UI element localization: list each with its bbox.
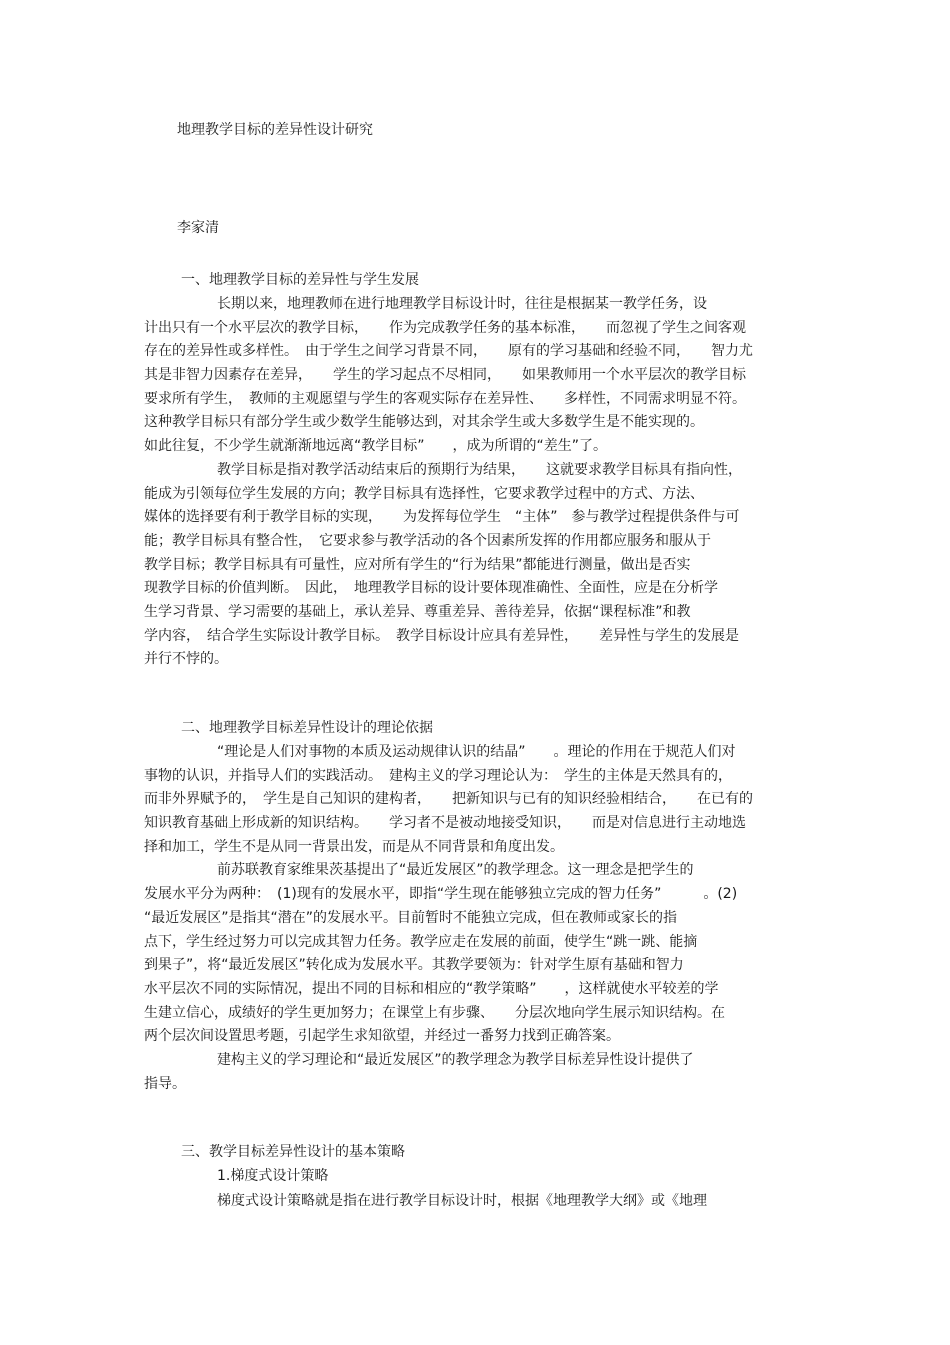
subsection-heading: 1.梯度式设计策略 xyxy=(217,1168,329,1184)
paragraph-line: 水平层次不同的实际情况，提出不同的目标和相应的“教学策略” ，这样就使水平较差的学 xyxy=(144,980,719,997)
paragraph-line: 择和加工，学生不是从同一背景出发，而是从不同背景和角度出发。 xyxy=(144,838,564,855)
document-title: 地理教学目标的差异性设计研究 xyxy=(177,122,373,138)
paragraph-line: 教学目标是指对教学活动结束后的预期行为结果， 这就要求教学目标具有指向性， xyxy=(217,461,742,478)
section-heading: 三、教学目标差异性设计的基本策略 xyxy=(181,1144,405,1160)
section-1 xyxy=(144,270,821,672)
paragraph-line: 到果子”，将“最近发展区”转化成为发展水平。其教学要领为：针对学生原有基础和智力 xyxy=(144,957,684,974)
paragraph-line: 发展水平分为两种： (1)现有的发展水平，即指“学生现在能够独立完成的智力任务” 。(2) xyxy=(144,886,738,903)
author-name: 李家清 xyxy=(177,220,219,236)
paragraph-line: 存在的差异性或多样性。 由于学生之间学习背景不同， 原有的学习基础和经验不同， 智力尤 xyxy=(144,343,753,360)
paragraph-line: 前苏联教育家维果茨基提出了“最近发展区”的教学理念。这一理念是把学生的 xyxy=(217,862,694,879)
paragraph-line: 并行不悖的。 xyxy=(144,651,228,668)
paragraph-line: 生学习背景、学习需要的基础上，承认差异、尊重差异、善待差异，依据“课程标准”和教 xyxy=(144,603,691,620)
section-3 xyxy=(181,1142,821,1214)
paragraph-line: 点下，学生经过努力可以完成其智力任务。教学应走在发展的前面，使学生“跳一跳、能摘 xyxy=(144,933,698,950)
paragraph-line: 这种教学目标只有部分学生或少数学生能够达到，对其余学生或大多数学生是不能实现的。 xyxy=(144,414,704,431)
section-heading: 一、地理教学目标的差异性与学生发展 xyxy=(181,272,419,288)
paragraph-line: 要求所有学生， 教师的主观愿望与学生的客观实际存在差异性、 多样性，不同需求明显不符。 xyxy=(144,390,746,407)
paragraph-line: 事物的认识，并指导人们的实践活动。 建构主义的学习理论认为： 学生的主体是天然具有的， xyxy=(144,767,732,784)
paragraph-line: 生建立信心，成绩好的学生更加努力；在课堂上有步骤、 分层次地向学生展示知识结构。在 xyxy=(144,1004,725,1021)
paragraph-line: 梯度式设计策略就是指在进行教学目标设计时，根据《地理教学大纲》或《地理 xyxy=(217,1193,707,1209)
paragraph-line: 能成为引领每位学生发展的方向；教学目标具有选择性，它要求教学过程中的方式、方法、 xyxy=(144,485,704,502)
paragraph-line: 两个层次间设置思考题，引起学生求知欲望，并经过一番努力找到正确答案。 xyxy=(144,1028,620,1045)
section-2 xyxy=(144,718,821,1096)
paragraph-line: 知识教育基础上形成新的知识结构。 学习者不是被动地接受知识， 而是对信息进行主动地选 xyxy=(144,815,746,832)
paragraph-line: 其是非智力因素存在差异， 学生的学习起点不尽相同， 如果教师用一个水平层次的教学目标 xyxy=(144,367,746,384)
paragraph-line: 指导。 xyxy=(144,1075,186,1092)
paragraph-line: 学内容， 结合学生实际设计教学目标。 教学目标设计应具有差异性， 差异性与学生的发展是 xyxy=(144,627,739,644)
paragraph-line: “理论是人们对事物的本质及运动规律认识的结晶” 。理论的作用在于规范人们对 xyxy=(217,744,736,760)
paragraph-line: 媒体的选择要有利于教学目标的实现， 为发挥每位学生 “主体” 参与教学过程提供条件与可 xyxy=(144,509,740,526)
paragraph-line: 建构主义的学习理论和“最近发展区”的教学理念为教学目标差异性设计提供了 xyxy=(217,1051,694,1068)
paragraph-line: “最近发展区”是指其“潜在”的发展水平。目前暂时不能独立完成，但在教师或家长的指 xyxy=(144,909,678,926)
paragraph-line: 现教学目标的价值判断。 因此， 地理教学目标的设计要体现准确性、全面性，应是在分析学 xyxy=(144,580,718,597)
paragraph-line: 而非外界赋予的， 学生是自己知识的建构者， 把新知识与已有的知识经验相结合， 在已有的 xyxy=(144,791,753,808)
paragraph-line: 如此往复，不少学生就渐渐地远离“教学目标” ，成为所谓的“差生”了。 xyxy=(144,438,608,455)
section-heading: 二、地理教学目标差异性设计的理论依据 xyxy=(181,720,433,736)
paragraph-line: 长期以来，地理教师在进行地理教学目标设计时，往往是根据某一教学任务，设 xyxy=(217,296,707,312)
paragraph-line: 教学目标；教学目标具有可量性，应对所有学生的“行为结果”都能进行测量，做出是否实 xyxy=(144,556,691,573)
paragraph-line: 计出只有一个水平层次的教学目标， 作为完成教学任务的基本标准， 而忽视了学生之间客观 xyxy=(144,319,746,336)
paragraph-line: 能；教学目标具有整合性， 它要求参与教学活动的各个因素所发挥的作用都应服务和服从于 xyxy=(144,532,711,549)
